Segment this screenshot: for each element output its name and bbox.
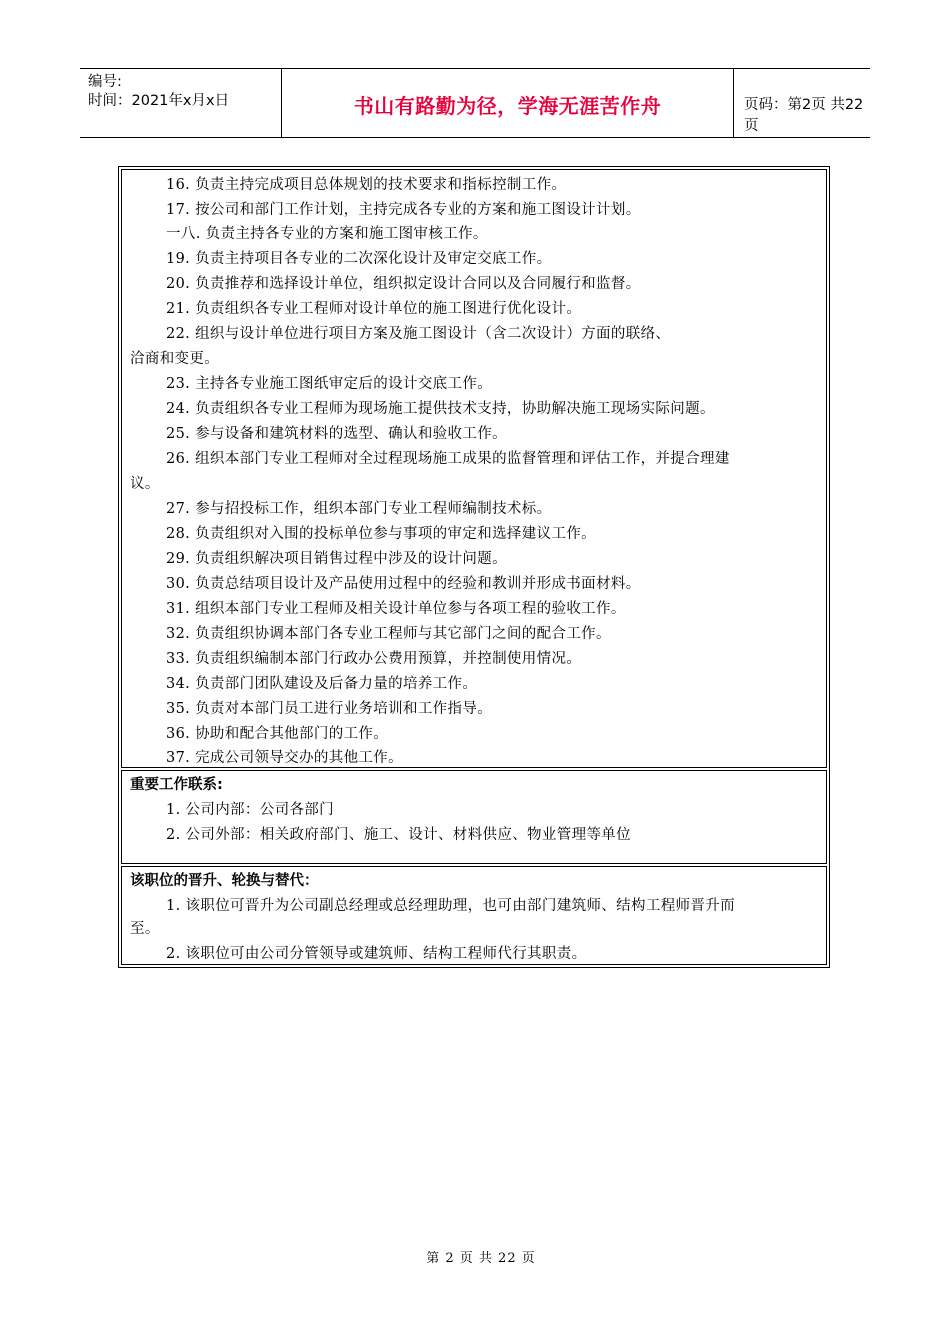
duty-item: 30. 负责总结项目设计及产品使用过程中的经验和教训并形成书面材料。 <box>166 576 641 592</box>
duty-item: 22. 组织与设计单位进行项目方案及施工图设计（含二次设计）方面的联络、 <box>166 326 671 342</box>
duty-item: 25. 参与设备和建筑材料的选型、确认和验收工作。 <box>166 426 507 442</box>
promotion-item: 2. 该职位可由公司分管领导或建筑师、结构工程师代行其职责。 <box>166 946 587 962</box>
duty-item: 37. 完成公司领导交办的其他工作。 <box>166 750 403 766</box>
duty-item: 27. 参与招投标工作，组织本部门专业工程师编制技术标。 <box>166 501 552 517</box>
duty-item: 16. 负责主持完成项目总体规划的技术要求和指标控制工作。 <box>166 177 567 193</box>
page-header <box>80 68 870 138</box>
duty-item: 19. 负责主持项目各专业的二次深化设计及审定交底工作。 <box>166 251 552 267</box>
duty-item-continued: 洽商和变更。 <box>130 351 220 367</box>
promotion-item: 1. 该职位可晋升为公司副总经理或总经理助理，也可由部门建筑师、结构工程师晋升而 <box>166 898 735 914</box>
duty-item: 21. 负责组织各专业工程师对设计单位的施工图进行优化设计。 <box>166 301 582 317</box>
duty-item: 31. 组织本部门专业工程师及相关设计单位参与各项工程的验收工作。 <box>166 601 626 617</box>
header-meta <box>80 69 282 137</box>
duty-item: 35. 负责对本部门员工进行业务培训和工作指导。 <box>166 701 493 717</box>
duty-item: 24. 负责组织各专业工程师为现场施工提供技术支持，协助解决施工现场实际问题。 <box>166 401 715 417</box>
duty-item-continued: 议。 <box>130 476 160 492</box>
header-motto-cell <box>282 69 734 137</box>
document-number-label: 编号: <box>88 74 122 90</box>
duty-item: 29. 负责组织解决项目销售过程中涉及的设计问题。 <box>166 551 507 567</box>
relation-item: 2. 公司外部：相关政府部门、施工、设计、材料供应、物业管理等单位 <box>166 827 631 843</box>
work-relations-section <box>121 770 827 864</box>
duty-item: 23. 主持各专业施工图纸审定后的设计交底工作。 <box>166 376 493 392</box>
duty-item: 26. 组织本部门专业工程师对全过程现场施工成果的监督管理和评估工作，并提合理建 <box>166 451 730 467</box>
duty-item: 36. 协助和配合其他部门的工作。 <box>166 726 389 742</box>
duty-item: 17. 按公司和部门工作计划，主持完成各专业的方案和施工图设计计划。 <box>166 202 641 218</box>
header-motto: 书山有路勤为径，学海无涯苦作舟 <box>353 94 662 118</box>
footer-page-number: 第 2 页 共 22 页 <box>426 1251 536 1266</box>
work-relations-title: 重要工作联系: <box>130 777 223 793</box>
duty-item: 34. 负责部门团队建设及后备力量的培养工作。 <box>166 676 478 692</box>
duty-item: 一八. 负责主持各专业的方案和施工图审核工作。 <box>166 226 488 242</box>
duty-item: 32. 负责组织协调本部门各专业工程师与其它部门之间的配合工作。 <box>166 626 611 642</box>
duty-item: 33. 负责组织编制本部门行政办公费用预算，并控制使用情况。 <box>166 651 582 667</box>
duties-section <box>121 169 827 768</box>
relation-item: 1. 公司内部：公司各部门 <box>166 802 334 818</box>
document-date: 时间：2021年x月x日 <box>88 93 230 109</box>
duty-item: 28. 负责组织对入围的投标单位参与事项的审定和选择建议工作。 <box>166 526 597 542</box>
promotion-item-continued: 至。 <box>130 921 160 937</box>
promotion-section <box>121 866 827 965</box>
duty-item: 20. 负责推荐和选择设计单位，组织拟定设计合同以及合同履行和监督。 <box>166 276 641 292</box>
header-page-number: 页码：第2页 共22页 <box>744 97 864 134</box>
job-description-table <box>118 166 830 968</box>
promotion-title: 该职位的晋升、轮换与替代： <box>130 873 319 889</box>
page-footer <box>0 1247 950 1266</box>
